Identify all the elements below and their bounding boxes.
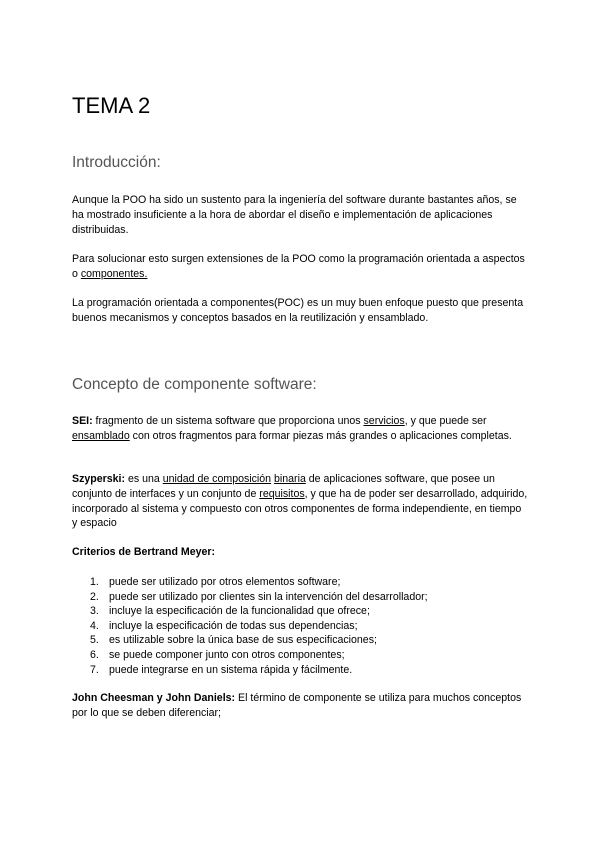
list-item	[72, 648, 528, 663]
meyer-criteria-list	[72, 575, 528, 677]
list-item-text: puede integrarse en un sistema rápida y fácilmente.	[109, 663, 353, 676]
list-item-number: 1.	[90, 576, 99, 588]
requisitos-link[interactable]: requisitos	[259, 487, 305, 500]
list-item	[72, 575, 528, 590]
concept-heading: Concepto de componente software:	[72, 376, 317, 393]
cheesman-text: El término de componente se utiliza para muchos conceptos por lo que se deben diferenciar;	[72, 692, 522, 719]
list-item	[72, 590, 528, 605]
list-item	[72, 604, 528, 619]
componentes-link[interactable]: componentes.	[80, 267, 148, 280]
intro-paragraph-3: La programación orientada a componentes(POC) es un muy buen enfoque puesto que presenta buenos mecanismos y conceptos basados en la reutilización y ensamblado.	[72, 297, 524, 324]
intro-paragraph-2	[72, 252, 528, 282]
list-item-text: puede ser utilizado por clientes sin la intervención del desarrollador;	[109, 590, 428, 603]
list-item	[72, 619, 528, 634]
sei-text-1: fragmento de un sistema software que proporciona unos	[92, 415, 364, 427]
intro-heading: Introducción:	[72, 154, 161, 171]
cheesman-definition	[72, 691, 528, 721]
list-item-number: 6.	[90, 648, 99, 661]
szyperski-text-3: de aplicaciones software, que posee un conjunto de interfaces y un conjunto de	[72, 473, 495, 500]
list-item-text: incluye la especificación de todas sus dependencias;	[109, 619, 358, 632]
szyperski-text-4: , y que ha de poder ser desarrollado, adquirido, incorporado al sistema y compuesto con otros componentes de forma independiente, en tiempo y espacio	[72, 487, 528, 530]
list-item-text: se puede componer junto con otros componentes;	[109, 648, 345, 661]
binaria-link[interactable]: binaria	[274, 473, 306, 485]
list-item-number: 2.	[90, 590, 99, 603]
list-item-text: es utilizable sobre la única base de sus especificaciones;	[109, 634, 377, 647]
list-item-number: 5.	[90, 634, 99, 647]
ensamblado-link[interactable]: ensamblado	[72, 429, 130, 442]
list-item-number: 3.	[90, 605, 99, 618]
sei-label: SEI:	[72, 415, 93, 427]
servicios-link[interactable]: servicios	[363, 415, 405, 427]
meyer-heading: Criterios de Bertrand Meyer:	[72, 546, 216, 558]
list-item	[72, 633, 528, 648]
sei-text-2: , y que puede ser	[404, 415, 487, 427]
unidad-composicion-link[interactable]: unidad de composición	[162, 473, 272, 485]
szyperski-label: Szyperski:	[72, 473, 125, 485]
sei-text-3: con otros fragmentos para formar piezas más grandes o aplicaciones completas.	[129, 429, 512, 442]
list-item-text: puede ser utilizado por otros elementos software;	[109, 576, 341, 588]
list-item-text: incluye la especificación de la funcionalidad que ofrece;	[109, 605, 370, 618]
szyperski-definition	[72, 472, 528, 531]
szyperski-text-1: es una	[125, 473, 163, 485]
intro-paragraph-1: Aunque la POO ha sido un sustento para la ingeniería del software durante bastantes años, se ha mostrado insuficiente a la hora de abordar el diseño e implementación de aplicaciones distribuidas.	[72, 194, 517, 236]
document-title: TEMA 2	[72, 93, 151, 118]
list-item	[72, 663, 528, 678]
intro-paragraph-2-text: Para solucionar esto surgen extensiones de la POO como la programación orientada a aspectos o	[72, 253, 525, 280]
list-item-number: 4.	[90, 619, 99, 632]
sei-definition	[72, 414, 528, 444]
cheesman-label: John Cheesman y John Daniels:	[72, 692, 236, 704]
list-item-number: 7.	[90, 663, 99, 676]
